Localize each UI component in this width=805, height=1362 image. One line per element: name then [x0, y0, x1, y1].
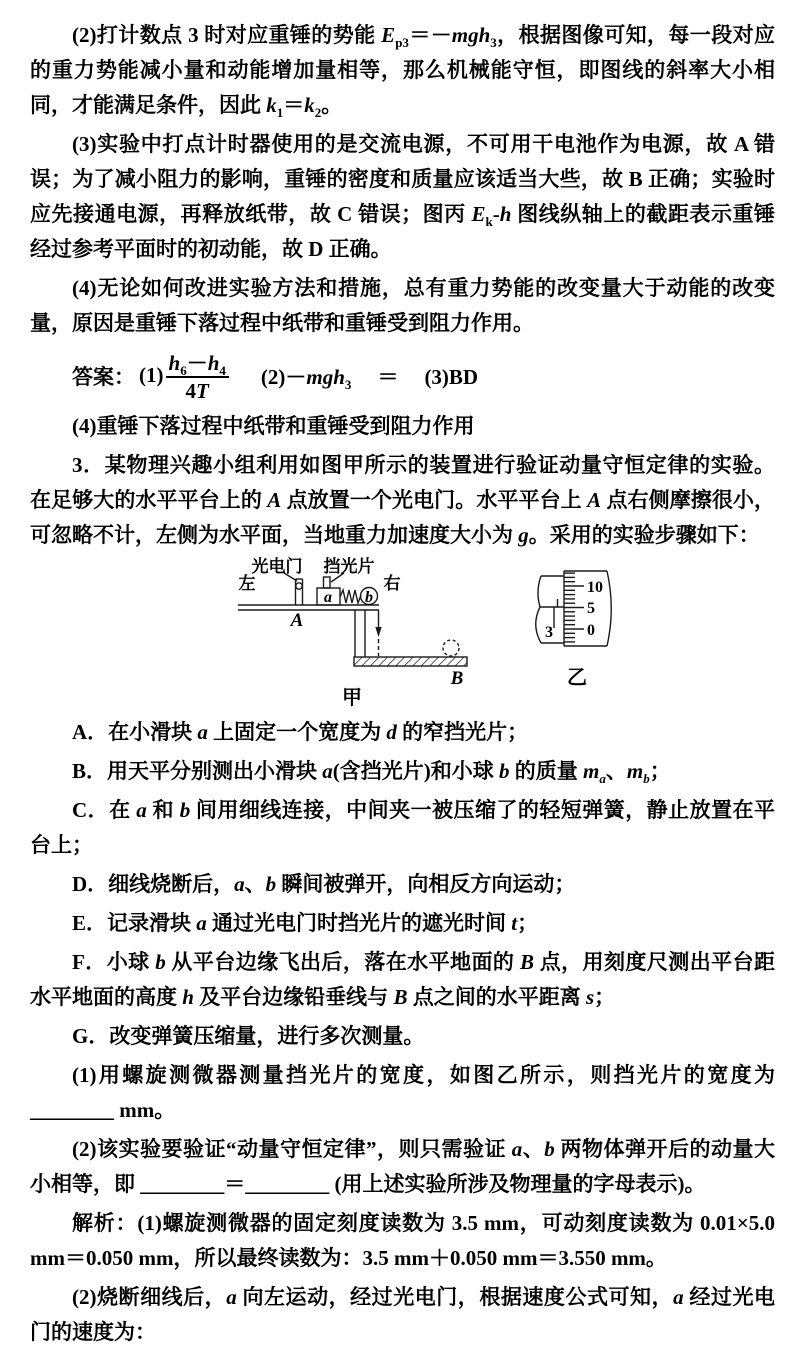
right-side-label: 右 — [383, 574, 401, 594]
step-B: B．用天平分别测出小滑块 a(含挡光片)和小球 b 的质量 $m_a$、$m_b$； — [72, 759, 671, 787]
step-C: C．在 a 和 b 间用细线连接，中间夹一被压缩了的轻短弹簧，静止放置在平台上； — [30, 798, 776, 858]
left-side-label: 左 — [238, 574, 256, 594]
caption-jia: 甲 — [342, 687, 362, 710]
question-part-1: (1)用螺旋测微器测量挡光片的宽度，如图乙所示，则挡光片的宽度为________ mm。 — [30, 1063, 775, 1123]
point-B-label: B — [450, 668, 464, 690]
analysis-paragraph-2: (2)烧断细线后，a 向左运动，经过光电门，根据速度公式可知，a 经过光电门的速度为： — [30, 1285, 775, 1345]
thimble-0: 0 — [587, 622, 595, 640]
answer-part1: (1) $\frac{h_6-h_4}{4T}$ — [139, 351, 231, 403]
step-E: E．记录滑块 a 通过光电门时挡光片的遮光时间 t； — [72, 911, 539, 936]
apparatus-diagram — [195, 557, 510, 709]
answer-label: 答案： — [72, 364, 135, 389]
figure-area — [30, 557, 775, 709]
answer-part2-eq: ＝ — [377, 364, 399, 389]
step-A: A．在小滑块 a 上固定一个宽度为 d 的窄挡光片； — [72, 720, 529, 745]
answer-part2: (2)－mgh$_3$ — [260, 364, 352, 392]
solution-paragraph-3: (3)实验中打点计时器使用的是交流电源，不可用干电池作为电源，故 A 错误；为了减小阻力的影响，重锤的密度和质量应该适当大些，故 B 正确；实验时应先接通电源，再释放纸带，故 C 错误；图丙 $E_k-h$ 图线纵轴上的截距表示重锤经过参考平面时的初动能，故 D 正确。 — [30, 132, 775, 261]
block-a-label: a — [324, 589, 332, 607]
thimble-10: 10 — [587, 579, 603, 597]
answer-line — [30, 351, 775, 403]
fraction: $\frac{h_6-h_4}{4T}$ — [166, 351, 229, 403]
thimble-5: 5 — [587, 600, 595, 618]
main-scale-3: 3 — [545, 624, 553, 642]
shutter-label: 挡光片 — [323, 557, 375, 577]
micrometer-diagram — [520, 557, 675, 689]
photogate-label: 光电门 — [251, 557, 303, 577]
question-3-intro: 3．某物理兴趣小组利用如图甲所示的装置进行验证动量守恒定律的实验。在足够大的水平平台上的 A 点放置一个光电门。水平平台上 A 点右侧摩擦很小，可忽略不计，左侧为水平面，当地重力加速度大小为 g。采用的实验步骤如下： — [30, 453, 776, 548]
caption-yi: 乙 — [567, 667, 587, 690]
answer-part3: (3)BD — [424, 364, 479, 389]
step-G: G．改变弹簧压缩量，进行多次测量。 — [72, 1024, 425, 1049]
point-A-label: A — [290, 610, 304, 632]
answer-part4: (4)重锤下落过程中纸带和重锤受到阻力作用 — [72, 414, 475, 439]
solution-paragraph-2: (2)打计数点 3 时对应重锤的势能 $E_{p3}=-mgh_3$，根据图像可知，每一段对应的重力势能减小量和动能增加量相等，那么机械能守恒，即图线的斜率大小相同，才能满足条件，因此 $k_1=k_2$。 — [30, 23, 776, 121]
question-part-2: (2)该实验要验证“动量守恒定律”，则只需验证 a、b 两物体弹开后的动量大小相等，即 ________＝________ (用上述实验所涉及物理量的字母表示)。 — [30, 1137, 775, 1197]
solution-paragraph-4: (4)无论如何改进实验方法和措施，总有重力势能的改变量大于动能的改变量，原因是重锤下落过程中纸带和重锤受到阻力作用。 — [30, 276, 775, 335]
step-D: D．细线烧断后，a、b 瞬间被弹开，向相反方向运动； — [72, 872, 576, 897]
ball-b-label: b — [365, 589, 373, 607]
step-F: F．小球 b 从平台边缘飞出后，落在水平地面的 B 点，用刻度尺测出平台距水平地面的高度 h 及平台边缘铅垂线与 B 点之间的水平距离 s； — [30, 950, 776, 1010]
analysis-paragraph-1: 解析：(1)螺旋测微器的固定刻度读数为 3.5 mm，可动刻度读数为 0.01×5.0 mm＝0.050 mm，所以最终读数为：3.5 mm＋0.050 mm＝3.550 mm。 — [30, 1211, 776, 1271]
